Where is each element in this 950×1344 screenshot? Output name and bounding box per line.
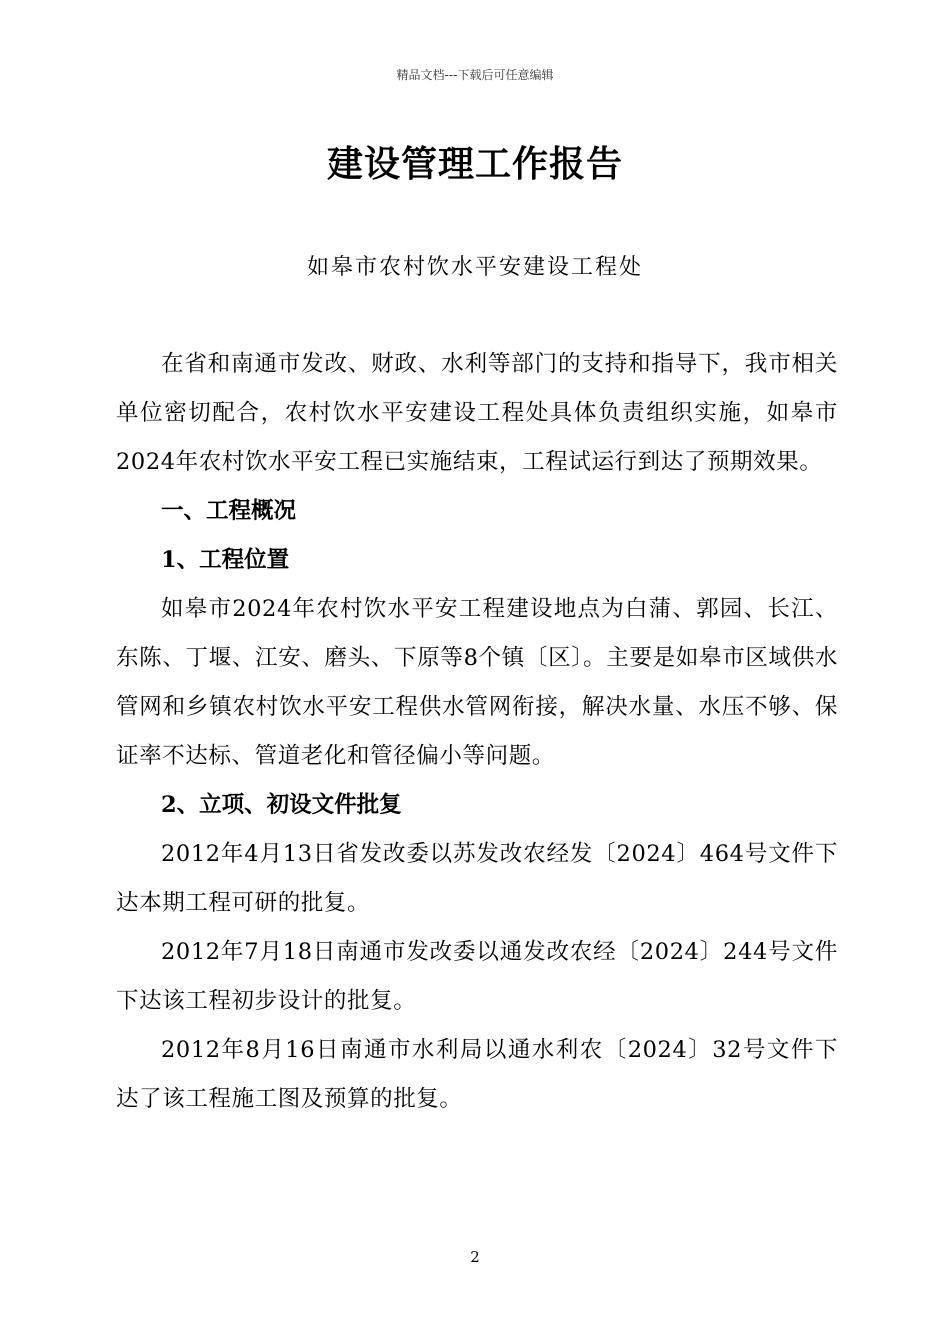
page-header: 精品文档---下载后可任意编辑 bbox=[396, 68, 554, 82]
page-number: 2 bbox=[470, 1248, 480, 1266]
paragraph-location: 如皋市2024年农村饮水平安工程建设地点为白蒲、郭园、长江、东陈、丁堰、江安、磨头、下原等8个镇〔区〕。主要是如皋市区域供水管网和乡镇农村饮水平安工程供水管网衔接，解决水量、水压不够、保证率不达标、管道老化和管径偏小等问题。 bbox=[116, 596, 838, 769]
section-heading: 一、工程概况 bbox=[161, 498, 297, 524]
subsection-heading-approval: 2、立项、初设文件批复 bbox=[161, 792, 402, 818]
paragraph-intro: 在省和南通市发改、财政、水利等部门的支持和指导下，我市相关单位密切配合，农村饮水平安建设工程处具体负责组织实施，如皋市2024年农村饮水平安工程已实施结束，工程试运行到达了预期效果。 bbox=[116, 351, 838, 475]
paragraph-approval-1: 2012年4月13日省发改委以苏发改农经发〔2024〕464号文件下达本期工程可研的批复。 bbox=[116, 841, 838, 916]
subsection-heading-location: 1、工程位置 bbox=[161, 547, 290, 573]
paragraph-approval-3: 2012年8月16日南通市水利局以通水利农〔2024〕32号文件下达了该工程施工图及预算的批复。 bbox=[116, 1037, 838, 1112]
document-subtitle: 如皋市农村饮水平安建设工程处 bbox=[306, 255, 643, 280]
paragraph-approval-2: 2012年7月18日南通市发改委以通发改农经〔2024〕244号文件下达该工程初步设计的批复。 bbox=[116, 939, 838, 1014]
document-body bbox=[116, 340, 838, 1124]
document-title: 建设管理工作报告 bbox=[326, 143, 623, 185]
